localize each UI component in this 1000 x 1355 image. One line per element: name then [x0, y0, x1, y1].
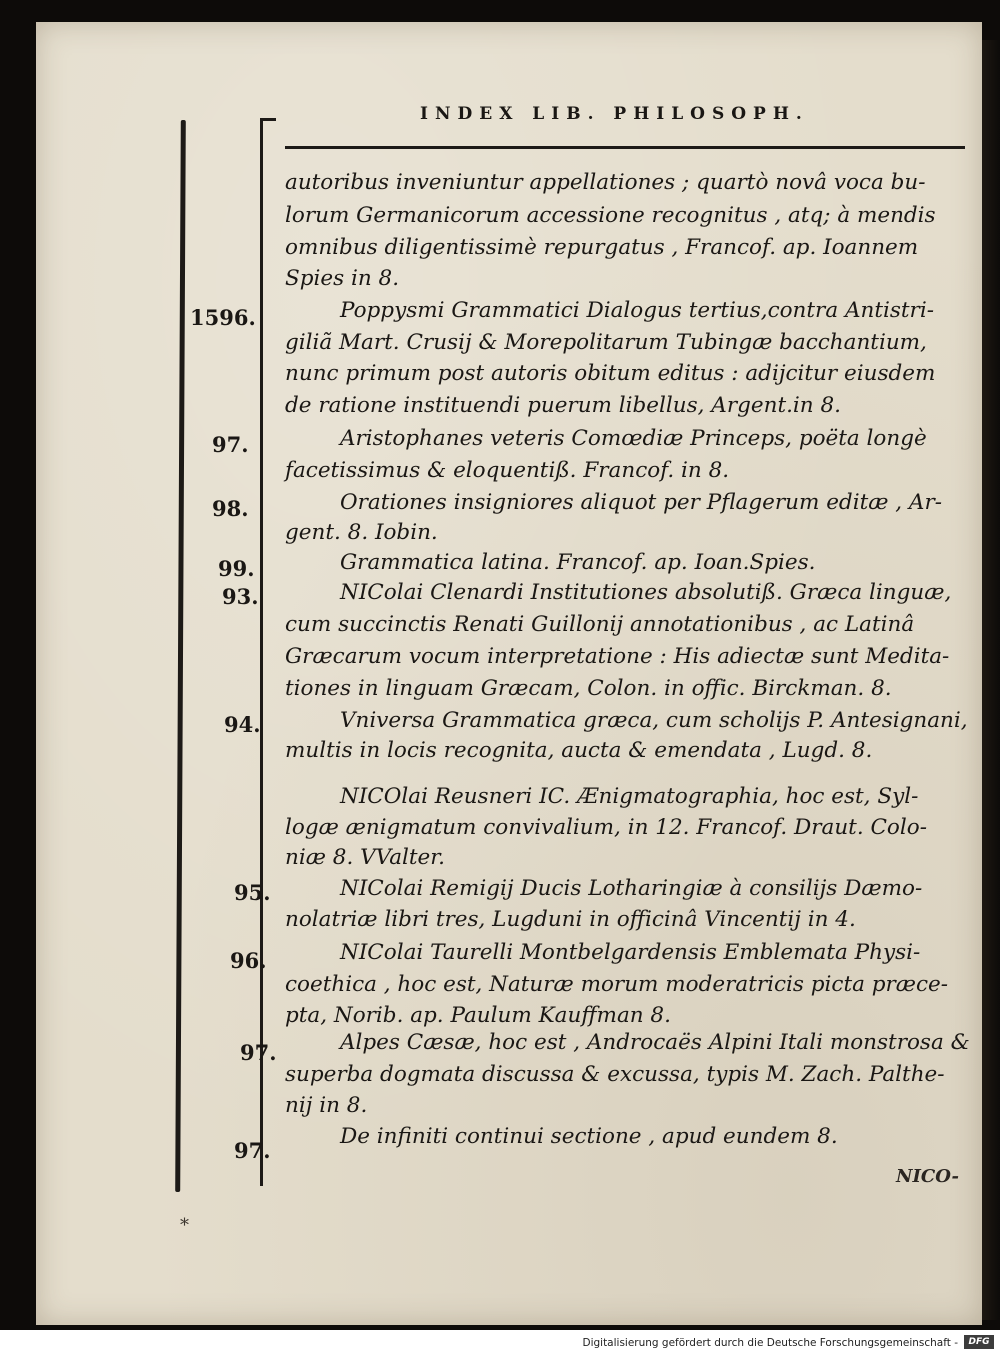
text-line: Alpes Cæsæ, hoc est , Androcaës Alpini Itali monstrosa &: [340, 1030, 970, 1055]
header-rule: [285, 146, 965, 149]
margin-year: 97.: [234, 1138, 271, 1163]
page-mark: *: [180, 1215, 189, 1236]
text-line: Poppysmi Grammatici Dialogus tertius,contra Antistri-: [340, 298, 934, 323]
footer-bar: [0, 1330, 1000, 1355]
text-line: de ratione instituendi puerum libellus, Argent.in 8.: [285, 393, 841, 418]
text-line: superba dogmata discussa & excussa, typis M. Zach. Palthe-: [285, 1062, 945, 1087]
text-line: NICOlai Reusneri IC. Ænigmatographia, hoc est, Syl-: [340, 784, 919, 809]
text-line: autoribus inveniuntur appellationes ; quartò novâ voca bu-: [285, 170, 926, 195]
text-line: tiones in linguam Græcam, Colon. in offic. Birckman. 8.: [285, 676, 892, 701]
text-line: coethica , hoc est, Naturæ morum moderatricis picta præce-: [285, 972, 949, 997]
margin-year: 97.: [212, 432, 249, 457]
text-line: nij in 8.: [285, 1093, 368, 1118]
text-line: Græcarum vocum interpretatione : His adiectæ sunt Medita-: [285, 644, 950, 669]
text-line: gent. 8. Iobin.: [285, 520, 438, 545]
text-line: cum succinctis Renati Guillonij annotationibus , ac Latinâ: [285, 612, 915, 637]
margin-year: 95.: [234, 880, 271, 905]
running-head: INDEX LIB. PHILOSOPH.: [420, 104, 809, 124]
text-line: De infiniti continui sectione , apud eundem 8.: [340, 1124, 838, 1149]
text-line: giliã Mart. Crusij & Morepolitarum Tubingæ bacchantium,: [285, 330, 927, 355]
text-line: omnibus diligentissimè repurgatus , Francof. ap. Ioannem: [285, 235, 919, 260]
text-line: NIColai Taurelli Montbelgardensis Emblemata Physi-: [340, 940, 921, 965]
text-line: multis in locis recognita, aucta & emendata , Lugd. 8.: [285, 738, 873, 763]
text-line: pta, Norib. ap. Paulum Kauffman 8.: [285, 1003, 671, 1028]
text-line: nolatriæ libri tres, Lugduni in officinâ Vincentij in 4.: [285, 907, 856, 932]
text-line: lorum Germanicorum accessione recognitus , atq; à mendis: [285, 203, 936, 228]
text-line: facetissimus & eloquentiß. Francof. in 8.: [285, 458, 730, 483]
margin-rule-tick: [262, 118, 276, 121]
margin-year: 96.: [230, 948, 267, 973]
text-line: Spies in 8.: [285, 266, 400, 291]
text-line: NIColai Remigij Ducis Lotharingiæ à consilijs Dæmo-: [340, 876, 923, 901]
text-line: NIColai Clenardi Institutiones absolutiß. Græca linguæ,: [340, 580, 952, 605]
dfg-logo-icon: DFG: [964, 1335, 994, 1349]
footer-credit: Digitalisierung gefördert durch die Deutsche Forschungsgemeinschaft -: [582, 1337, 958, 1349]
margin-year: 1596.: [190, 305, 256, 330]
text-line: nunc primum post autoris obitum editus : adijcitur eiusdem: [285, 361, 936, 386]
text-line: niæ 8. VValter.: [285, 845, 446, 870]
text-line: Vniversa Grammatica græca, cum scholijs P. Antesignani,: [340, 708, 968, 733]
margin-year: 94.: [224, 712, 261, 737]
text-line: Aristophanes veteris Comœdiæ Princeps, poëta longè: [340, 426, 927, 451]
margin-year: 97.: [240, 1040, 277, 1065]
margin-year: 99.: [218, 556, 255, 581]
margin-rule-right: [260, 118, 263, 1186]
text-line: logæ ænigmatum convivalium, in 12. Francof. Draut. Colo-: [285, 815, 927, 840]
text-line: Orationes insigniores aliquot per Pflagerum editæ , Ar-: [340, 490, 942, 515]
text-line: Grammatica latina. Francof. ap. Ioan.Spies.: [340, 550, 816, 575]
catchword: NICO-: [896, 1166, 960, 1187]
margin-year: 93.: [222, 584, 259, 609]
margin-year: 98.: [212, 496, 249, 521]
